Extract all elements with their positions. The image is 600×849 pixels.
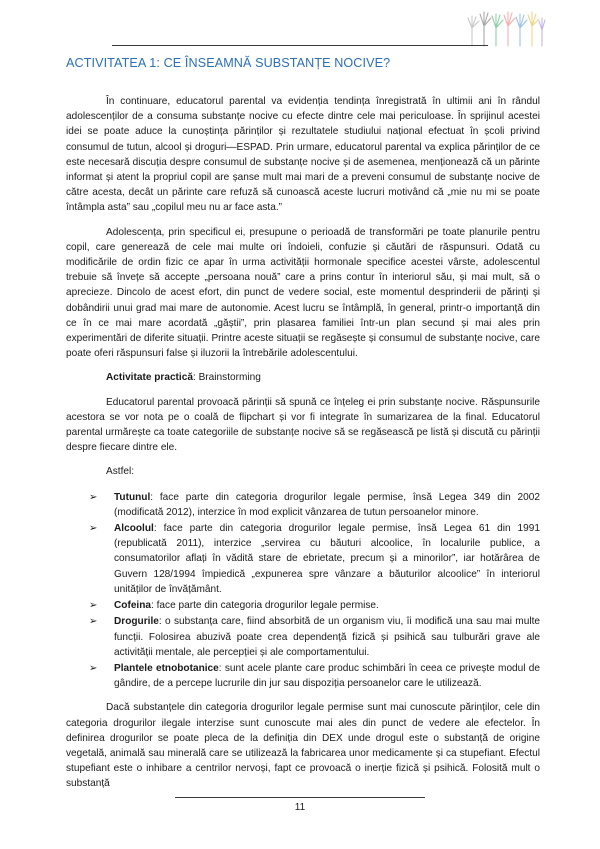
- document-body: [66, 94, 540, 801]
- arrow-bullet-icon: ➢: [89, 616, 98, 628]
- section-title: ACTIVITATEA 1: CE ÎNSEAMNĂ SUBSTANȚE NOCIVE?: [66, 56, 391, 70]
- list-item-term: Alcoolul: [114, 523, 154, 535]
- list-item: [66, 490, 540, 520]
- paragraph: Adolescența, prin specificul ei, presupune o perioadă de transformări pe toate planurile pentru copil, care generează de cele mai multe ori îndoieli, confuzie și căutări de răspunsuri. Odată cu modificările de ordin fizic ce apar în urma activității hormonale specifice acestei vârste, adolescentul trebuie să învețe să accepte „persoana nouă” care a prins contur în interiorul său, și mai mult, să o aprecieze. Dincolo de acest efort, din punct de vedere social, este momentul desprinderii de părinți și dobândirii unui grad mai mare de autonomie. Acest lucru se întâmplă, în general, printr-o importanță din ce în ce mai mare acordată „găștii”, prin plasarea familiei într-un plan secund și mai ales prin experimentări de diferite situații. Printre aceste situații se regăsește și consumul de substanțe nocive, care poate oferi răspunsuri false și iluzorii la întrebările adolescentului.: [66, 226, 540, 360]
- substances-list: [66, 490, 540, 692]
- list-item-term: Drogurile: [114, 616, 159, 628]
- practice-text: : Brainstorming: [192, 372, 261, 384]
- arrow-bullet-icon: ➢: [89, 600, 98, 612]
- list-item-text: : face parte din categoria drogurilor legale permise, însă Legea 61 din 1991 (republicată 2011), interzice „servirea cu băuturi alcoolice, în localurile publice, a consumatorilor aflați în vădită stare de ebrietate, precum și a minorilor”, iar hotărârea de Guvern 128/1994 împiedică „expunerea spre vânzare a băuturilor alcoolice” în interiorul unităților de învățământ.: [114, 523, 540, 595]
- astfel-label: Astfel:: [106, 466, 135, 478]
- arrow-bullet-icon: ➢: [89, 491, 98, 503]
- paragraph: Educatorul parental provoacă părinții să spună ce înțeleg ei prin substanțe nocive. Răspunsurile acestora se vor nota pe o coală de flipchart și vor fi integrate în sumarizarea de la final. Educatorul parental urmărește ca toate categoriile de substanțe nocive să se regăsească pe listă și discută cu părinții despre fiecare dintre ele.: [66, 396, 540, 454]
- arrow-bullet-icon: ➢: [89, 523, 98, 535]
- list-item-term: Cofeina: [114, 600, 152, 612]
- paragraph: În continuare, educatorul parental va evidenția tendința înregistrată în ultimii ani în rândul adolescenților de a consuma substanțe nocive cu efecte dintre cele mai periculoase. În sprijinul acestei idei se poate aduce la cunoștința părinților și rezultatele studiului național efectuat în școli privind consumul de tutun, alcool și droguri—ESPAD. Prin urmare, educatorul parental va explica părinților de ce este necesară discuția despre consumul de substanțe nocive și de asemenea, menționează că un părinte informat și atent la propriul copil are șanse mult mai mari de a preveni consumul de substanțe nocive de către acesta, decât un părinte care refuză să cunoască aceste lucruri motivând că „mie nu mi se poate întâmpla asta” sau „copilul meu nu ar face asta.”: [66, 96, 540, 214]
- list-item-text: : o substanța care, fiind absorbită de un organism viu, îi modifică una sau mai multe funcții. Folosirea abuzivă poate crea dependență fizică și psihică sau tulburări grave ale activității mentale, ale percepției și ale comportamentului.: [114, 616, 540, 658]
- list-item-text: : sunt acele plante care produc schimbări în ceea ce privește modul de gândire, de a percepe lucrurile din jur sau dispoziția persoanelor care le utilizează.: [114, 662, 541, 690]
- list-item: [66, 521, 540, 597]
- practice-activity: [66, 370, 540, 385]
- list-item-text: : face parte din categoria drogurilor legale permise, însă Legea 349 din 2002 (modificată 2012), interzice în mod explicit vânzarea de tutun persoanelor minore.: [114, 491, 540, 518]
- arrow-bullet-icon: ➢: [89, 662, 98, 674]
- list-item: [66, 598, 540, 613]
- header-rule: [112, 45, 488, 46]
- list-item-term: Plantele etnobotanice: [114, 662, 219, 674]
- list-item: [66, 614, 540, 660]
- list-item: [66, 661, 540, 691]
- list-item-term: Tutunul: [114, 491, 151, 503]
- paragraph: Dacă substanțele din categoria drogurilor legale permise sunt mai cunoscute părinților, cele din categoria drogurilor ilegale interzise sunt cunoscute mai ales din punct de vedere ale efectelor. În definirea drogurilor se poate pleca de la definiția din DEX unde drogul este o substanță de origine vegetală, animală sau minerală care se utilizează la fabricarea unor medicamente și ca stupefiant. Efectul stupefiant este o inhibare a centrilor nervoși, fapt ce provoacă o inerție fizică și psihică. Folosită mult o substanță: [66, 702, 540, 790]
- list-item-text: : face parte din categoria drogurilor legale permise.: [151, 600, 379, 612]
- page-number: 11: [294, 802, 306, 813]
- raised-hands-icon: [464, 6, 548, 50]
- practice-label: Activitate practică: [106, 372, 193, 384]
- footer-rule: [175, 797, 425, 798]
